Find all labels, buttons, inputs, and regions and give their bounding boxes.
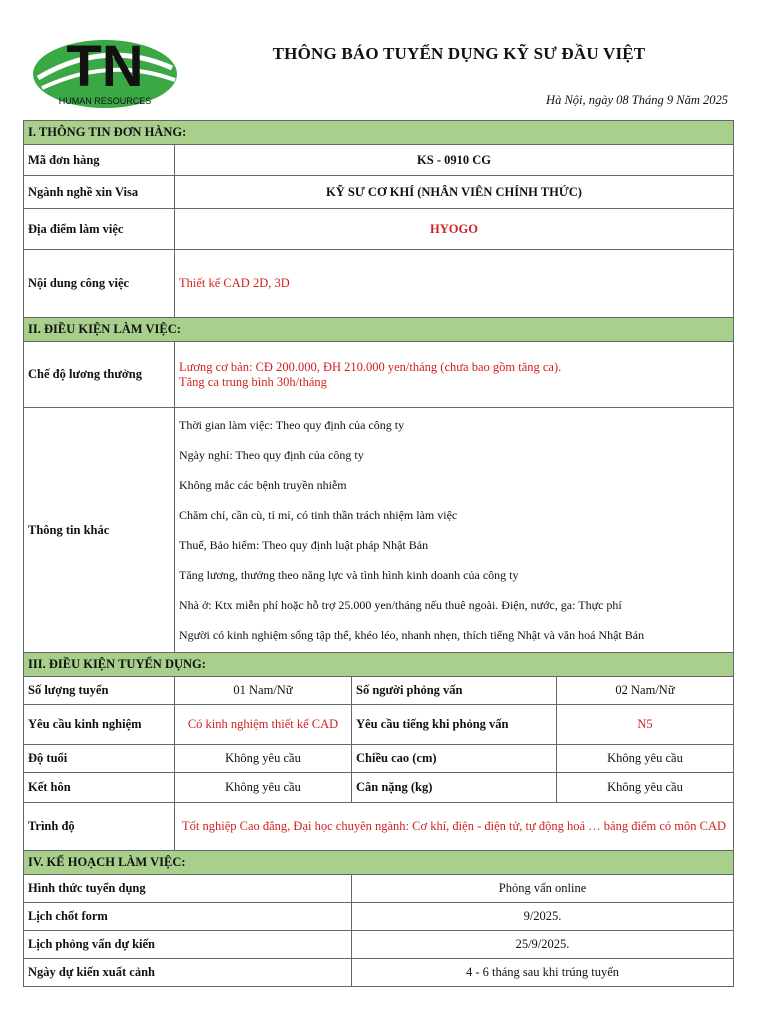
plan-label: Lịch chốt form [24,903,352,931]
table-row [24,931,734,959]
job-value: Thiết kế CAD 2D, 3D [175,250,734,318]
other-info-item: Thuế, Bảo hiểm: Theo quy định luật pháp Nhật Bản [179,538,429,552]
recruitment-table [23,120,734,987]
logo-subtext: HUMAN RESOURCES [58,96,152,106]
age-value: Không yêu cầu [175,745,352,773]
experience-label: Yêu cầu kinh nghiệm [24,705,175,745]
interviewees-value: 02 Nam/Nữ [557,677,734,705]
japanese-label: Yêu cầu tiếng khi phỏng vấn [352,705,557,745]
plan-value: 4 - 6 tháng sau khi trúng tuyển [352,959,734,987]
quantity-label: Số lượng tuyển [24,677,175,705]
order-code-value: KS - 0910 CG [175,145,734,176]
section-header-row [24,318,734,342]
visa-label: Ngành nghề xin Visa [24,176,175,209]
table-row [24,677,734,705]
other-info-item: Thời gian làm việc: Theo quy định của công ty [179,418,405,432]
visa-value: KỸ SƯ CƠ KHÍ (NHÂN VIÊN CHÍNH THỨC) [175,176,734,209]
plan-label: Hình thức tuyển dụng [24,875,352,903]
table-row [24,803,734,851]
other-info-item: Người có kinh nghiệm sống tập thể, khéo léo, nhanh nhẹn, thích tiếng Nhật và văn hoá Nhật Bản [179,628,645,642]
quantity-value: 01 Nam/Nữ [175,677,352,705]
section-4-title: IV. KẾ HOẠCH LÀM VIỆC: [24,851,734,875]
other-info-value [175,408,734,653]
age-label: Độ tuổi [24,745,175,773]
marriage-label: Kết hôn [24,773,175,803]
education-value: Tốt nghiệp Cao đẳng, Đại học chuyên ngành: Cơ khí, điện - điện tử, tự động hoá … bảng điểm có môn CAD [175,803,734,851]
other-info-item: Nhà ở: Ktx miễn phí hoặc hỗ trợ 25.000 yen/tháng nếu thuê ngoài. Điện, nước, ga: Thực phí [179,598,622,612]
salary-value [175,342,734,408]
plan-label: Lịch phỏng vấn dự kiến [24,931,352,959]
location-value: HYOGO [175,209,734,250]
location-label: Địa điểm làm việc [24,209,175,250]
other-info-item: Chăm chỉ, cần cù, tỉ mỉ, có tinh thần trách nhiệm làm việc [179,508,458,522]
table-row [24,209,734,250]
plan-label: Ngày dự kiến xuất cảnh [24,959,352,987]
plan-value: Phỏng vấn online [352,875,734,903]
section-header-row [24,653,734,677]
interviewees-label: Số người phỏng vấn [352,677,557,705]
section-header-row [24,851,734,875]
table-row [24,342,734,408]
table-row [24,250,734,318]
other-info-item: Tăng lương, thưởng theo năng lực và tình hình kinh doanh của công ty [179,568,519,582]
marriage-value: Không yêu cầu [175,773,352,803]
section-1-title: I. THÔNG TIN ĐƠN HÀNG: [24,121,734,145]
section-header-row [24,121,734,145]
salary-label: Chế độ lương thưởng [24,342,175,408]
table-row [24,408,734,653]
dateline: Hà Nội, ngày 08 Tháng 9 Năm 2025 [546,93,728,107]
experience-value: Có kinh nghiệm thiết kế CAD [175,705,352,745]
table-row [24,176,734,209]
section-3-title: III. ĐIỀU KIỆN TUYỂN DỤNG: [24,653,734,677]
education-label: Trình độ [24,803,175,851]
other-info-item: Không mắc các bệnh truyền nhiễm [179,478,347,492]
table-row [24,959,734,987]
other-info-item: Ngày nghỉ: Theo quy định của công ty [179,448,364,462]
table-row [24,705,734,745]
table-row [24,875,734,903]
height-label: Chiều cao (cm) [352,745,557,773]
job-label: Nội dung công việc [24,250,175,318]
table-row [24,903,734,931]
section-2-title: II. ĐIỀU KIỆN LÀM VIỆC: [24,318,734,342]
height-value: Không yêu cầu [557,745,734,773]
table-row [24,745,734,773]
page-title: THÔNG BÁO TUYỂN DỤNG KỸ SƯ ĐẦU VIỆT [272,44,646,63]
salary-line-2: Tăng ca trung bình 30h/tháng [179,374,327,389]
salary-line-1: Lương cơ bản: CĐ 200.000, ĐH 210.000 yen/tháng (chưa bao gồm tăng ca). [179,359,562,374]
plan-value: 9/2025. [352,903,734,931]
plan-value: 25/9/2025. [352,931,734,959]
logo-text: TN [66,34,144,99]
weight-value: Không yêu cầu [557,773,734,803]
table-row [24,773,734,803]
table-row [24,145,734,176]
company-logo [30,28,180,114]
order-code-label: Mã đơn hàng [24,145,175,176]
weight-label: Cân nặng (kg) [352,773,557,803]
other-info-label: Thông tin khác [24,408,175,653]
japanese-value: N5 [557,705,734,745]
